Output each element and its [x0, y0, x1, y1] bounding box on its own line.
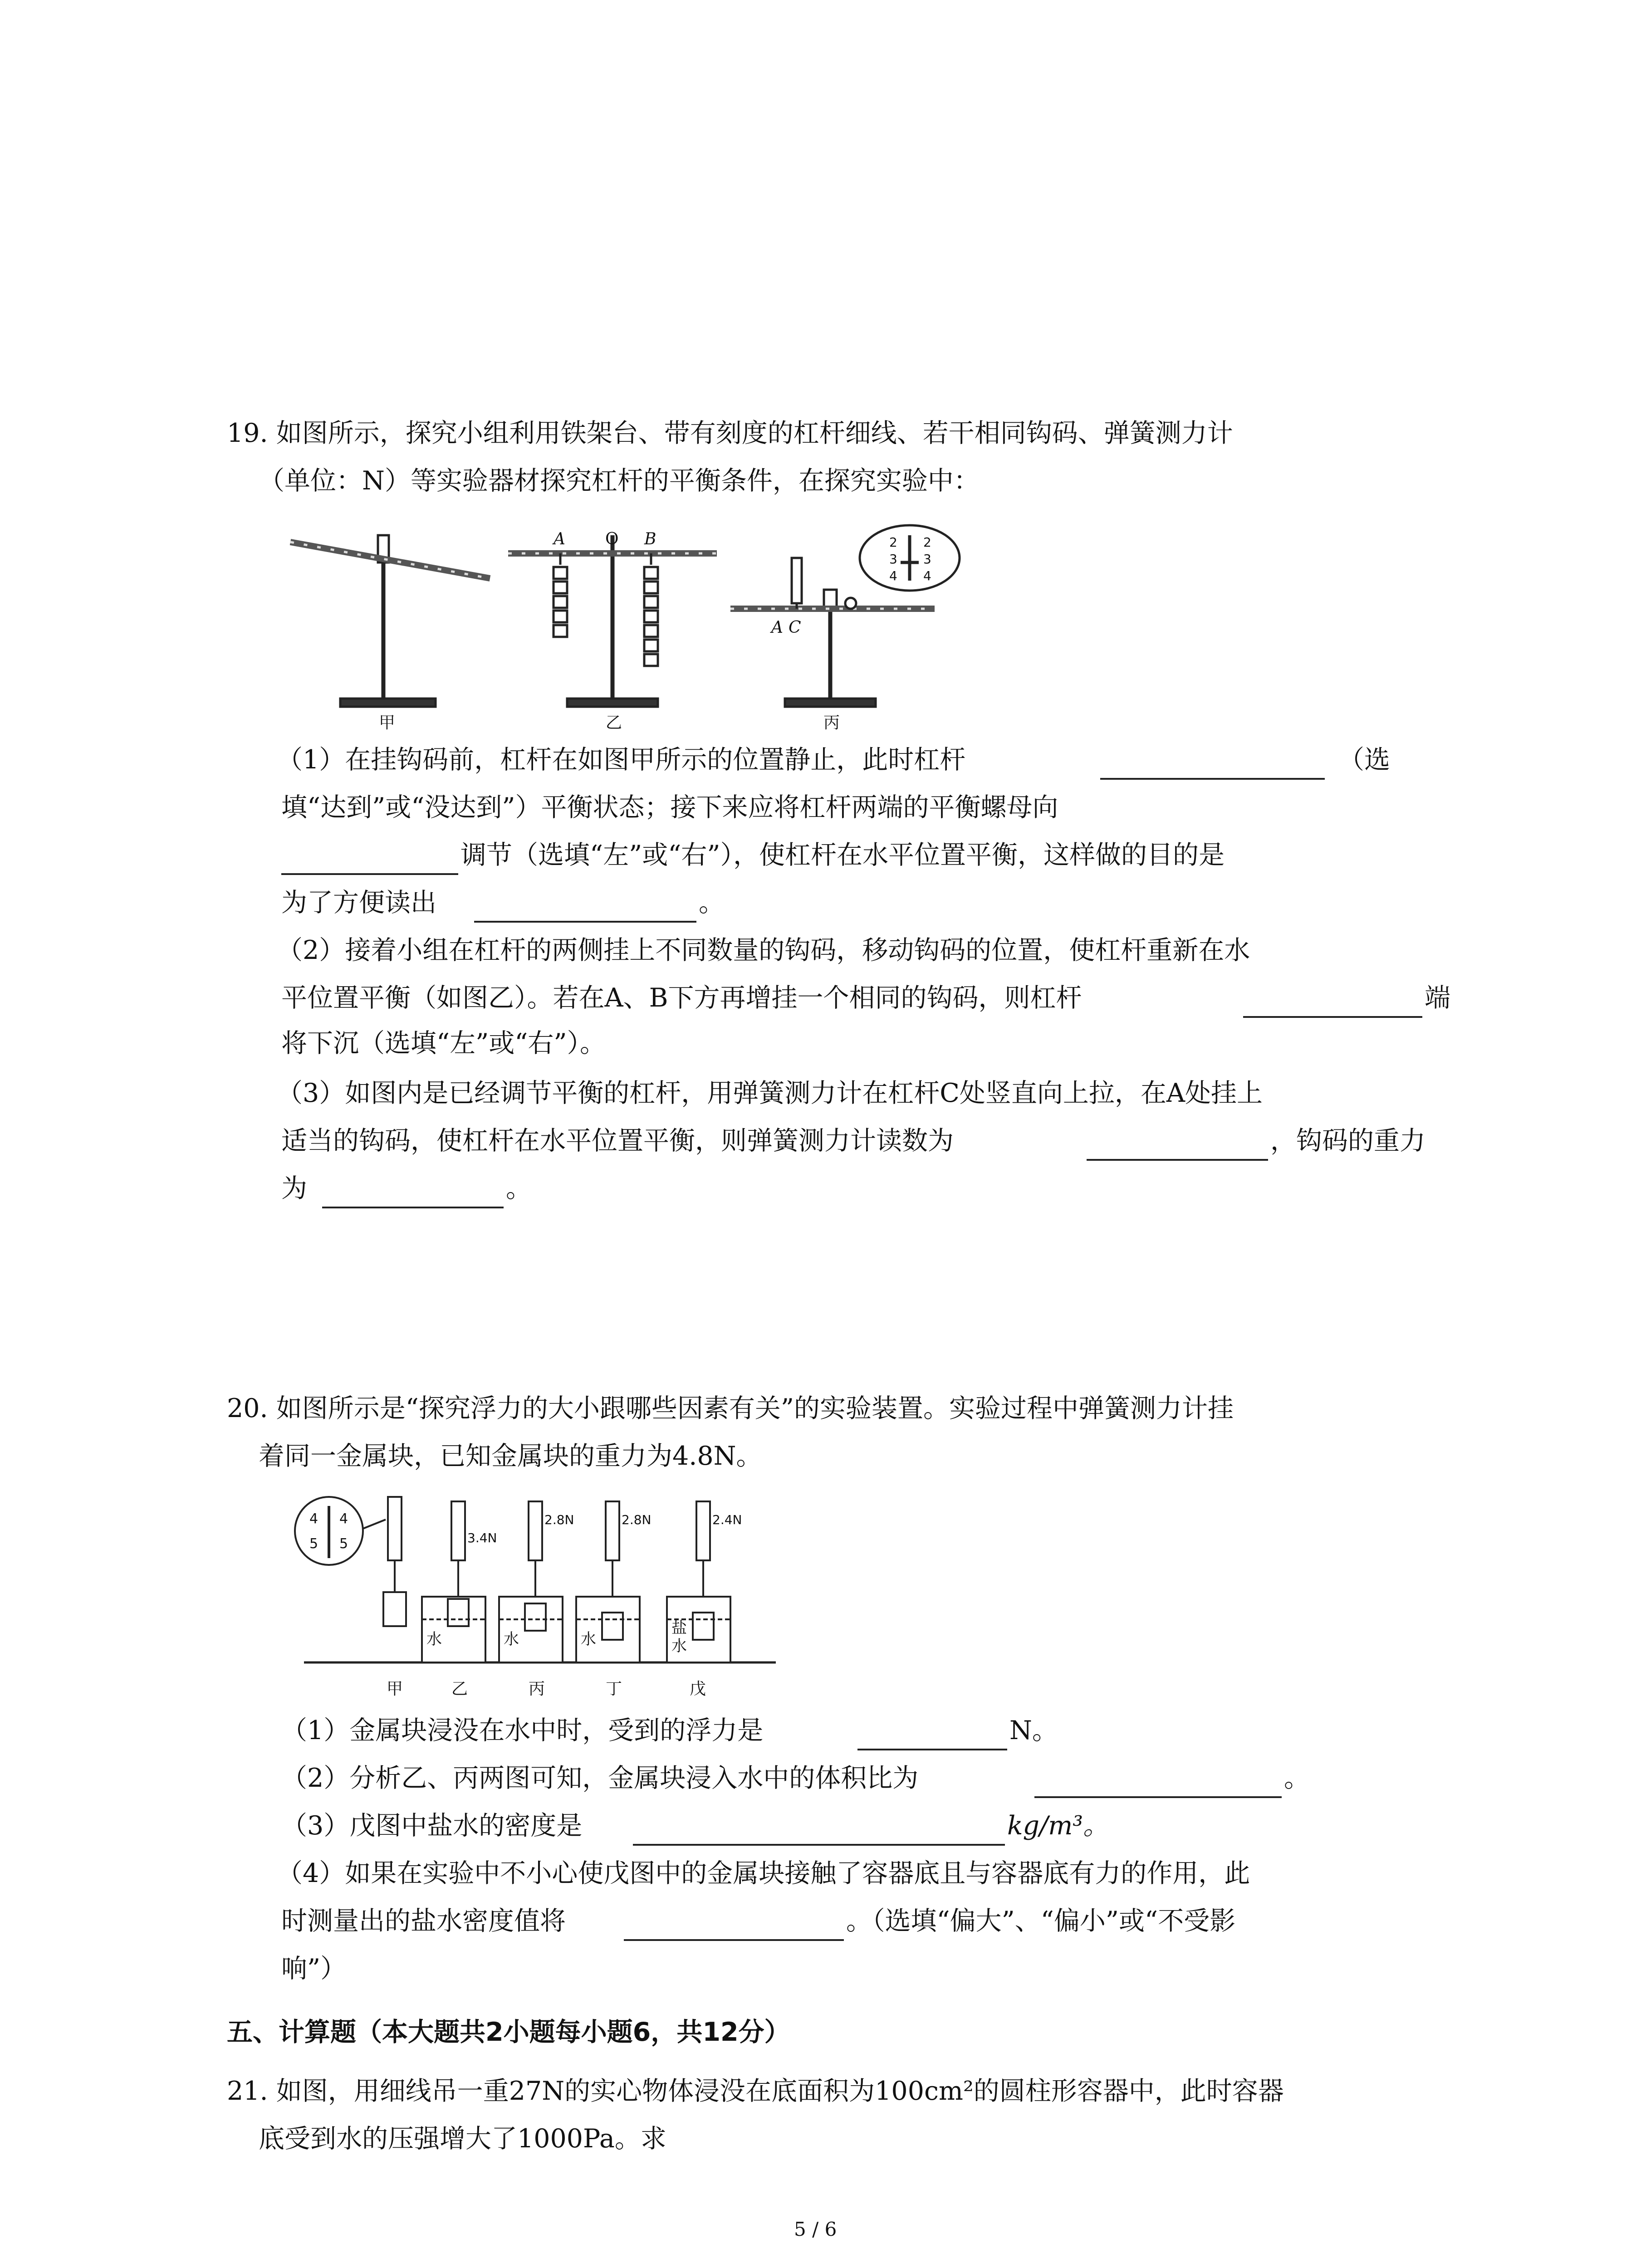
q19-p1-line3: 调节（选填“左”或“右”），使杠杆在水平位置平衡，这样做的目的是 [460, 840, 1225, 870]
q19-p2-line1: （2）接着小组在杠杆的两侧挂上不同数量的钩码，移动钩码的位置，使杠杆重新在水 [277, 935, 1250, 965]
q19-p3-blank1[interactable] [1087, 1159, 1268, 1161]
fig19-label-A-yi: A [554, 530, 565, 548]
section5-title: 五、计算题（本大题共2小题每小题6，共12分） [227, 2017, 790, 2047]
q21-line2: 底受到水的压强增大了1000Pa。求 [259, 2124, 666, 2154]
fig20-liquid-ding: 水 [581, 1630, 596, 1648]
q19-p1-line1b: （选 [1338, 745, 1390, 775]
q19-p1-blank2[interactable] [281, 873, 458, 875]
q19-p3-line3b: 。 [506, 1173, 532, 1203]
fig19-caption-bing: 丙 [823, 714, 840, 732]
fig20-liquid-bing: 水 [504, 1630, 519, 1648]
fig20-reading-bing: 2.8N [544, 1512, 574, 1527]
q20-p4-line3: 响”） [281, 1954, 347, 1984]
q19-p2-line2a: 平位置平衡（如图乙）。若在A、B下方再增挂一个相同的钩码，则杠杆 [281, 983, 1082, 1013]
fig20-liquid-wu-2: 水 [671, 1637, 687, 1655]
q19-p3-line2a: 适当的钩码，使杠杆在水平位置平衡，则弹簧测力计读数为 [281, 1126, 954, 1156]
q19-p1-line4b: 。 [699, 888, 725, 918]
fig19-tick-left-4: 4 [889, 568, 897, 583]
q20-p2-blank[interactable] [1034, 1796, 1282, 1798]
q19-p2-line2b: 端 [1425, 983, 1450, 1013]
q19-stem-line2: （单位：N）等实验器材探究杠杆的平衡条件，在探究实验中： [259, 466, 980, 496]
q20-p3-blank[interactable] [633, 1844, 1005, 1846]
q20-stem-line2: 着同一金属块，已知金属块的重力为4.8N。 [259, 1441, 762, 1471]
q19-p1-blank1[interactable] [1100, 778, 1325, 780]
q19-p1-blank3[interactable] [474, 921, 696, 923]
fig19-label-B-yi: B [644, 530, 656, 548]
fig20-caption-ding: 丁 [606, 1680, 622, 1698]
fig20-caption-bing: 丙 [529, 1680, 545, 1698]
q20-p3b: kg/m³。 [1007, 1811, 1109, 1841]
fig20-caption-yi: 乙 [451, 1680, 468, 1698]
q19-p2-line3: 将下沉（选填“左”或“右”）。 [281, 1028, 606, 1058]
fig19-caption-jia: 甲 [379, 714, 396, 732]
fig19-tick-left-2: 2 [889, 535, 897, 550]
q19-figure [281, 522, 962, 735]
fig19-label-O-yi: O [605, 530, 619, 548]
q19-p3-line3a: 为 [281, 1173, 307, 1203]
q20-stem-line1: 20. 如图所示是“探究浮力的大小跟哪些因素有关”的实验装置。实验过程中弹簧测力计挂 [227, 1393, 1234, 1423]
q20-p2b: 。 [1284, 1763, 1310, 1793]
q19-p1-line1a: （1）在挂钩码前，杠杆在如图甲所示的位置静止，此时杠杆 [277, 745, 966, 775]
fig20-tick-left-5: 5 [309, 1536, 318, 1552]
q20-p2a: （2）分析乙、丙两图可知，金属块浸入水中的体积比为 [281, 1763, 919, 1793]
fig20-caption-wu: 戊 [690, 1680, 706, 1698]
fig20-reading-ding: 2.8N [622, 1512, 652, 1527]
fig19-tick-right-3: 3 [923, 552, 931, 567]
q19-stem-line1: 19. 如图所示，探究小组利用铁架台、带有刻度的杠杆细线、若干相同钩码、弹簧测力计 [227, 418, 1233, 448]
q20-p1b: N。 [1009, 1716, 1058, 1745]
q20-p1a: （1）金属块浸没在水中时，受到的浮力是 [281, 1716, 764, 1745]
fig20-liquid-wu-1: 盐 [671, 1619, 687, 1637]
fig19-tick-right-2: 2 [923, 535, 931, 550]
q19-p3-line1: （3）如图内是已经调节平衡的杠杆，用弹簧测力计在杠杆C处竖直向上拉，在A处挂上 [277, 1078, 1263, 1108]
q19-p2-blank[interactable] [1243, 1016, 1422, 1018]
fig19-tick-right-4: 4 [923, 568, 931, 583]
fig20-tick-left-4: 4 [309, 1511, 318, 1527]
q20-p4-line1: （4）如果在实验中不小心使戊图中的金属块接触了容器底且与容器底有力的作用，此 [277, 1858, 1250, 1888]
fig19-label-A-bing: A [771, 618, 783, 637]
q20-p4-line2b: 。（选填“偏大”、“偏小”或“不受影 [846, 1906, 1236, 1936]
fig20-tick-right-5: 5 [339, 1536, 348, 1552]
fig20-reading-wu: 2.4N [712, 1512, 742, 1527]
page-number: 5 / 6 [794, 2218, 837, 2240]
fig20-reading-yi: 3.4N [467, 1530, 497, 1545]
q20-p4-line2a: 时测量出的盐水密度值将 [281, 1906, 566, 1936]
q20-figure [286, 1488, 776, 1706]
q19-p1-line2: 填“达到”或“没达到”）平衡状态；接下来应将杠杆两端的平衡螺母向 [281, 792, 1058, 822]
fig20-liquid-yi: 水 [426, 1630, 442, 1648]
q20-p1-blank[interactable] [857, 1749, 1007, 1750]
fig20-tick-right-4: 4 [339, 1511, 348, 1527]
q19-p3-blank2[interactable] [322, 1207, 504, 1208]
q21-line1: 21. 如图，用细线吊一重27N的实心物体浸没在底面积为100cm²的圆柱形容器中，此时容器 [227, 2076, 1284, 2106]
q20-p4-blank[interactable] [624, 1939, 844, 1941]
fig19-tick-left-3: 3 [889, 552, 897, 567]
q19-p1-line4a: 为了方便读出 [281, 888, 436, 918]
q19-p3-line2b: ，钩码的重力 [1270, 1126, 1425, 1156]
q20-p3a: （3）戊图中盐水的密度是 [281, 1811, 583, 1841]
fig19-caption-yi: 乙 [606, 714, 622, 732]
fig19-label-C-bing: C [789, 618, 801, 637]
fig20-caption-jia: 甲 [387, 1680, 403, 1698]
